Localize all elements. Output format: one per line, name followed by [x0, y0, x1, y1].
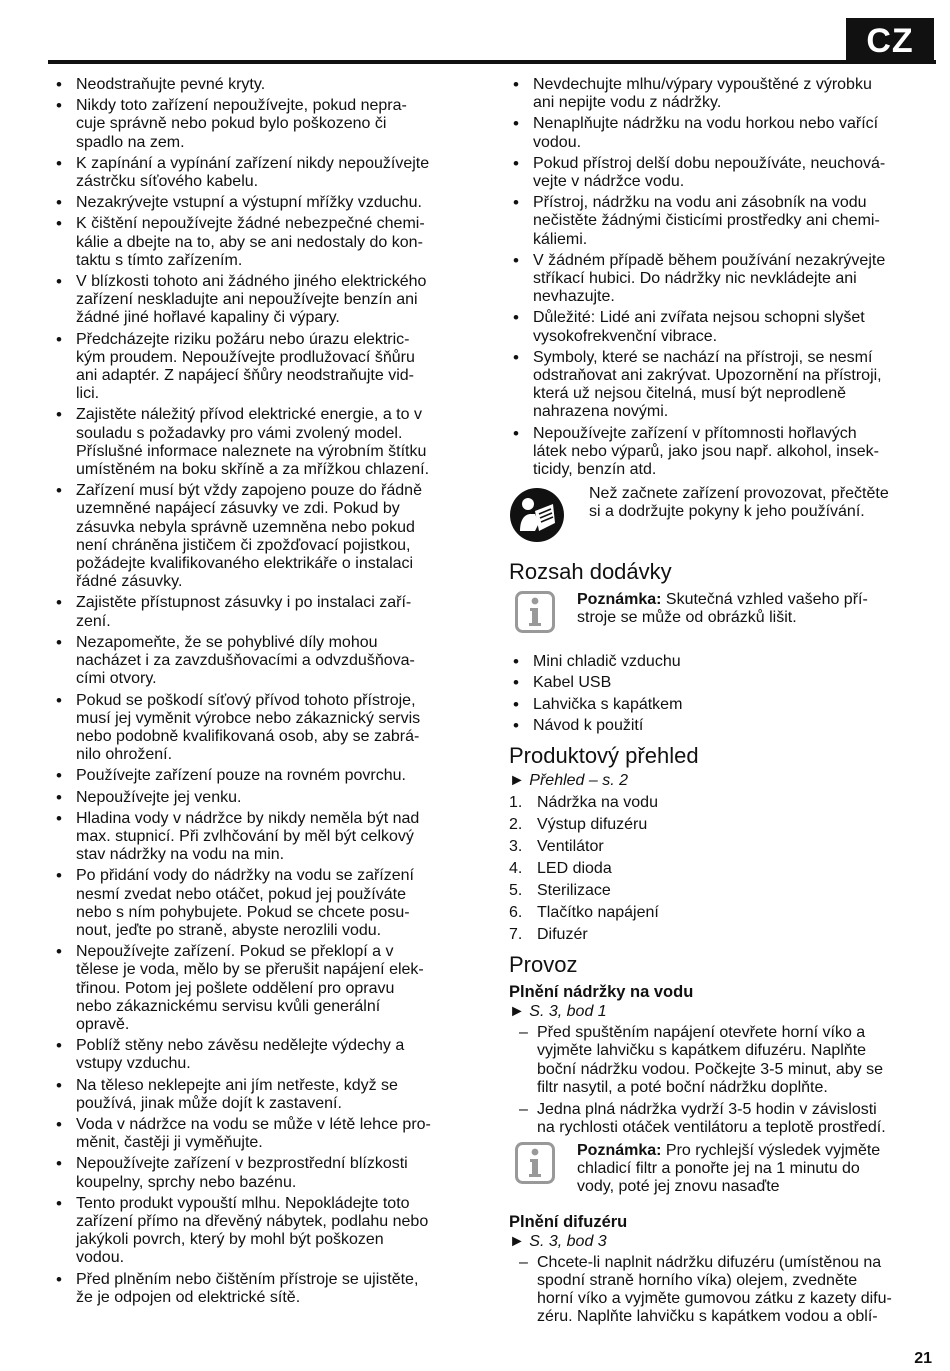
list-item: • Před plněním nebo čištěním přístroje se ujistěte, že je odpojen od elektrické sítě.	[52, 1271, 470, 1307]
language-badge: CZ	[846, 18, 934, 64]
safety-list-left	[52, 76, 470, 1307]
list-item: • K zapínání a vypínání zařízení nikdy nepoužívejte zástrčku síťového kabelu.	[52, 155, 470, 191]
list-item: • Nepoužívejte zařízení v bezprostřední blízkosti koupelny, sprchy nebo bazénu.	[52, 1155, 470, 1191]
overview-ref-text: Přehled – s. 2	[529, 772, 629, 790]
list-item: • Hladina vody v nádržce by nikdy neměla být nad max. stupnicí. Při zvlhčování by měl být celkový stav nádržky na vodu na min.	[52, 810, 470, 865]
list-item: • Nevdechujte mlhu/výpary vypouštěné z výrobku ani nepijte vodu z nádržky.	[509, 76, 933, 112]
item-number: 6.	[509, 904, 523, 922]
delivery-item: • Lahvička s kapátkem	[509, 696, 933, 714]
overview-list	[509, 794, 933, 944]
operation-heading: Provoz	[509, 952, 578, 978]
triangle-icon: ►	[509, 1232, 525, 1250]
read-manual-note	[509, 485, 933, 557]
item-label: Difuzér	[537, 926, 588, 944]
list-item: • Symboly, které se nachází na přístroji, se nesmí odstraňovat ani zakrývat. Upozornění na přístroji, která už nejsou čitelná, musí být neprodleně nahrazena novými.	[509, 349, 933, 422]
item-number: 1.	[509, 794, 523, 812]
right-column	[509, 76, 933, 1330]
overview-item	[509, 904, 933, 922]
info-icon	[515, 1142, 555, 1184]
list-item: • Nezapomeňte, že se pohyblivé díly mohou nacházet i za zavzdušňovacími a odvzdušňova- cími otvory.	[52, 634, 470, 689]
overview-heading: Produktový přehled	[509, 743, 699, 769]
fill-tank-note	[509, 1142, 933, 1202]
page-number: 21	[914, 1350, 932, 1367]
read-manual-icon	[509, 487, 565, 543]
item-number: 5.	[509, 882, 523, 900]
delivery-note	[509, 591, 933, 649]
list-item: • Nikdy toto zařízení nepoužívejte, pokud nepra- cuje správně nebo pokud bylo poškozeno či spadlo na zem.	[52, 97, 470, 152]
fill-tank-ref-text: S. 3, bod 1	[529, 1003, 607, 1021]
read-manual-text: Než začnete zařízení provozovat, přečtěte si a dodržujte pokyny k jeho používání.	[589, 485, 889, 521]
list-item: • Zajistěte přístupnost zásuvky i po instalaci zaří- zení.	[52, 594, 470, 630]
fill-tank-reference	[509, 1002, 933, 1022]
list-item: • Nepoužívejte jej venku.	[52, 789, 470, 807]
triangle-icon: ►	[509, 772, 525, 790]
list-item: • Nenaplňujte nádržku na vodu horkou nebo vařící vodou.	[509, 115, 933, 151]
list-item: • Na těleso neklepejte ani jím netřeste, když se používá, jinak může dojít k zastavení.	[52, 1077, 470, 1113]
list-item: • Zařízení musí být vždy zapojeno pouze do řádně uzemněné napájecí zásuvky ve zdi. Pokud by zásuvka nebyla správně uzemněna nebo pokud není chráněna jističem či zpožďovací pojistkou, požádejte kvalifikovaného elektrikáře o instalaci řádné zásuvky.	[52, 482, 470, 591]
fill-tank-heading: Plnění nádržky na vodu	[509, 983, 694, 1002]
step-item: – Před spuštěním napájení otevřete horní víko a vyjměte lahvičku s kapátkem difuzéru. Naplňte boční nádržku vodou. Počkejte 3-5 minut, aby se filtr nasytil, a poté boční nádržku doplňte.	[509, 1024, 933, 1097]
overview-item	[509, 816, 933, 834]
list-item: • Poblíž stěny nebo závěsu nedělejte výdechy a vstupy vzduchu.	[52, 1037, 470, 1073]
step-item: – Jedna plná nádržka vydrží 3-5 hodin v závislosti na rychlosti otáček ventilátoru a teplotě prostředí.	[509, 1101, 933, 1137]
list-item: • Používejte zařízení pouze na rovném povrchu.	[52, 767, 470, 785]
overview-item	[509, 926, 933, 944]
info-icon	[515, 591, 555, 633]
safety-list-right	[509, 76, 933, 479]
overview-item	[509, 794, 933, 812]
overview-reference	[509, 771, 933, 791]
list-item: • K čištění nepoužívejte žádné nebezpečné chemi- kálie a dbejte na to, aby se ani nedostaly do kon- taktu s tímto zařízením.	[52, 215, 470, 270]
list-item: • Zajistěte náležitý přívod elektrické energie, a to v souladu s požadavky pro vámi zvolený model. Příslušné informace naleznete na výrobním štítku umístěném na boku skříně a za mřížkou chlazení.	[52, 406, 470, 479]
list-item: • Důležité: Lidé ani zvířata nejsou schopni slyšet vysokofrekvenční vibrace.	[509, 309, 933, 345]
fill-diffuser-steps	[509, 1254, 933, 1327]
item-number: 2.	[509, 816, 523, 834]
list-item: • Předcházejte riziku požáru nebo úrazu elektric- kým proudem. Nepoužívejte prodlužovací šňůru ani adaptér. Z napájecí šňůry neodstraňujte vid- lici.	[52, 331, 470, 404]
triangle-icon: ►	[509, 1003, 525, 1021]
header-rule	[48, 60, 936, 64]
step-item: – Chcete-li naplnit nádržku difuzéru (umístěnou na spodní straně horního víka) olejem, zvedněte horní víko a vyjměte gumovou zátku z kazety difu- zéru. Naplňte lahvičku s kapátkem vodou a oblí-	[509, 1254, 933, 1327]
fill-diffuser-reference	[509, 1232, 933, 1252]
fill-diffuser-heading: Plnění difuzéru	[509, 1212, 628, 1231]
delivery-list	[509, 653, 933, 735]
list-item: • Přístroj, nádržku na vodu ani zásobník na vodu nečistěte žádnými čisticími prostředky ani chemi- káliemi.	[509, 194, 933, 249]
list-item: • Nepoužívejte zařízení v přítomnosti hořlavých látek nebo výparů, jako jsou např. alkohol, insek- ticidy, benzín atd.	[509, 425, 933, 480]
item-label: Sterilizace	[537, 882, 611, 900]
list-item: • Nepoužívejte zařízení. Pokud se překlopí a v tělese je voda, mělo by se přerušit napájení elek- třinou. Potom jej pošlete oddělení pro opravu nebo zákaznickému servisu kvůli generální opravě.	[52, 943, 470, 1034]
fill-diffuser-ref-text: S. 3, bod 3	[529, 1232, 607, 1250]
delivery-heading: Rozsah dodávky	[509, 559, 672, 585]
item-label: Nádržka na vodu	[537, 794, 658, 812]
item-label: Tlačítko napájení	[537, 904, 659, 922]
list-item: • V žádném případě během používání nezakrývejte stříkací hubici. Do nádržky nic nevkládejte ani nevhazujte.	[509, 252, 933, 307]
list-item: • Nezakrývejte vstupní a výstupní mřížky vzduchu.	[52, 194, 470, 212]
item-label: LED dioda	[537, 860, 612, 878]
delivery-item: • Mini chladič vzduchu	[509, 653, 933, 671]
overview-item	[509, 838, 933, 856]
fill-tank-steps	[509, 1024, 933, 1137]
list-item: • V blízkosti tohoto ani žádného jiného elektrického zařízení neskladujte ani nepoužívejte benzín ani žádné jiné hořlavé kapaliny či výpary.	[52, 273, 470, 328]
delivery-item: • Návod k použití	[509, 717, 933, 735]
left-column	[52, 76, 470, 1310]
delivery-item: • Kabel USB	[509, 674, 933, 692]
overview-item	[509, 882, 933, 900]
item-label: Výstup difuzéru	[537, 816, 648, 834]
list-item: • Pokud přístroj delší dobu nepoužíváte, neuchová- vejte v nádržce vodu.	[509, 155, 933, 191]
list-item: • Voda v nádržce na vodu se může v létě lehce pro- měnit, častěji ji vyměňujte.	[52, 1116, 470, 1152]
list-item: • Po přidání vody do nádržky na vodu se zařízení nesmí zvedat nebo otáčet, pokud jej používáte nebo s ním pohybujete. Pokud se chcete posu- nout, jeďte po straně, abyste nerozlili vodu.	[52, 867, 470, 940]
list-item: • Pokud se poškodí síťový přívod tohoto přístroje, musí jej vyměnit výrobce nebo zákaznický servis nebo podobně kvalifikovaná osob, aby se zabrá- nilo ohrožení.	[52, 692, 470, 765]
fill-tank-note-text: Poznámka: Pro rychlejší výsledek vyjměte chladicí filtr a ponořte jej na 1 minutu do vody, poté jej znovu nasaďte	[577, 1141, 881, 1195]
item-number: 3.	[509, 838, 523, 856]
list-item: • Neodstraňujte pevné kryty.	[52, 76, 470, 94]
overview-item	[509, 860, 933, 878]
item-number: 4.	[509, 860, 523, 878]
item-label: Ventilátor	[537, 838, 604, 856]
delivery-note-text: Poznámka: Skutečná vzhled vašeho pří- stroje se může od obrázků lišit.	[577, 591, 868, 627]
item-number: 7.	[509, 926, 523, 944]
list-item: • Tento produkt vypouští mlhu. Nepokládejte toto zařízení přímo na dřevěný nábytek, podlahu nebo jakýkoli povrch, který by mohl být poškozen vodou.	[52, 1195, 470, 1268]
